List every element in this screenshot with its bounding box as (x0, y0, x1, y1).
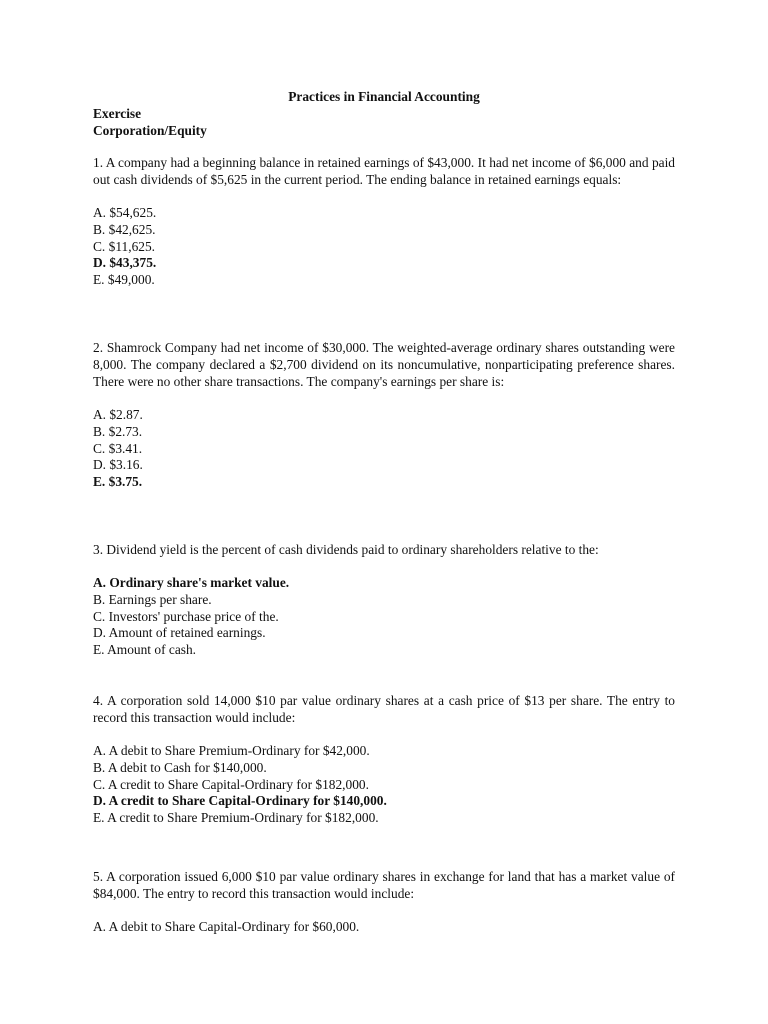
question-4-options (93, 743, 675, 827)
question-5-text: 5. A corporation issued 6,000 $10 par value ordinary shares in exchange for land that has a market value of $84,000. The entry to record this transaction would include: (93, 869, 675, 901)
option-d: D. $43,375. (93, 255, 157, 271)
option-e: E. $49,000. (93, 272, 155, 288)
question-3-text: 3. Dividend yield is the percent of cash dividends paid to ordinary shareholders relative to the: (93, 542, 599, 557)
option-c: C. $11,625. (93, 238, 155, 254)
option-b: B. A debit to Cash for $140,000. (93, 759, 267, 775)
option-d: D. $3.16. (93, 457, 143, 473)
option-e: E. A credit to Share Premium-Ordinary for $182,000. (93, 810, 379, 826)
question-3 (93, 541, 675, 659)
question-2-options (93, 407, 675, 491)
question-2 (93, 339, 675, 491)
question-2-text: 2. Shamrock Company had net income of $30,000. The weighted-average ordinary shares outstanding were 8,000. The company declared a $2,700 dividend on its noncumulative, nonparticipating preference shares. There were no other share transactions. The company's earnings per share is: (93, 340, 675, 389)
option-b: B. $2.73. (93, 423, 143, 439)
question-1-options (93, 205, 675, 289)
question-1-text: 1. A company had a beginning balance in retained earnings of $43,000. It had net income of $6,000 and paid out cash dividends of $5,625 in the current period. The ending balance in retained earnings equals: (93, 155, 675, 187)
option-b: B. Earnings per share. (93, 591, 212, 607)
option-e: E. $3.75. (93, 474, 143, 490)
option-d: D. A credit to Share Capital-Ordinary for $140,000. (93, 793, 387, 809)
option-a: A. $54,625. (93, 205, 157, 220)
question-5-options (93, 919, 675, 936)
option-c: C. $3.41. (93, 440, 143, 456)
option-c: C. A credit to Share Capital-Ordinary for $182,000. (93, 776, 369, 792)
question-4-text: 4. A corporation sold 14,000 $10 par value ordinary shares at a cash price of $13 per share. The entry to record this transaction would include: (93, 693, 675, 725)
option-e: E. Amount of cash. (93, 642, 197, 658)
exercise-heading: Exercise (93, 106, 142, 121)
option-a: A. A debit to Share Premium-Ordinary for $42,000. (93, 743, 370, 758)
option-b: B. $42,625. (93, 221, 156, 237)
option-c: C. Investors' purchase price of the. (93, 608, 279, 624)
option-a: A. $2.87. (93, 407, 143, 422)
question-5 (93, 868, 675, 936)
document-title: Practices in Financial Accounting (288, 89, 480, 104)
option-d: D. Amount of retained earnings. (93, 625, 266, 641)
question-4 (93, 692, 675, 827)
question-1 (93, 154, 675, 289)
question-3-options (93, 575, 675, 659)
section-heading: Corporation/Equity (93, 123, 207, 138)
option-a: A. A debit to Share Capital-Ordinary for $60,000. (93, 919, 360, 934)
option-a: A. Ordinary share's market value. (93, 575, 290, 590)
document-page (93, 88, 675, 934)
